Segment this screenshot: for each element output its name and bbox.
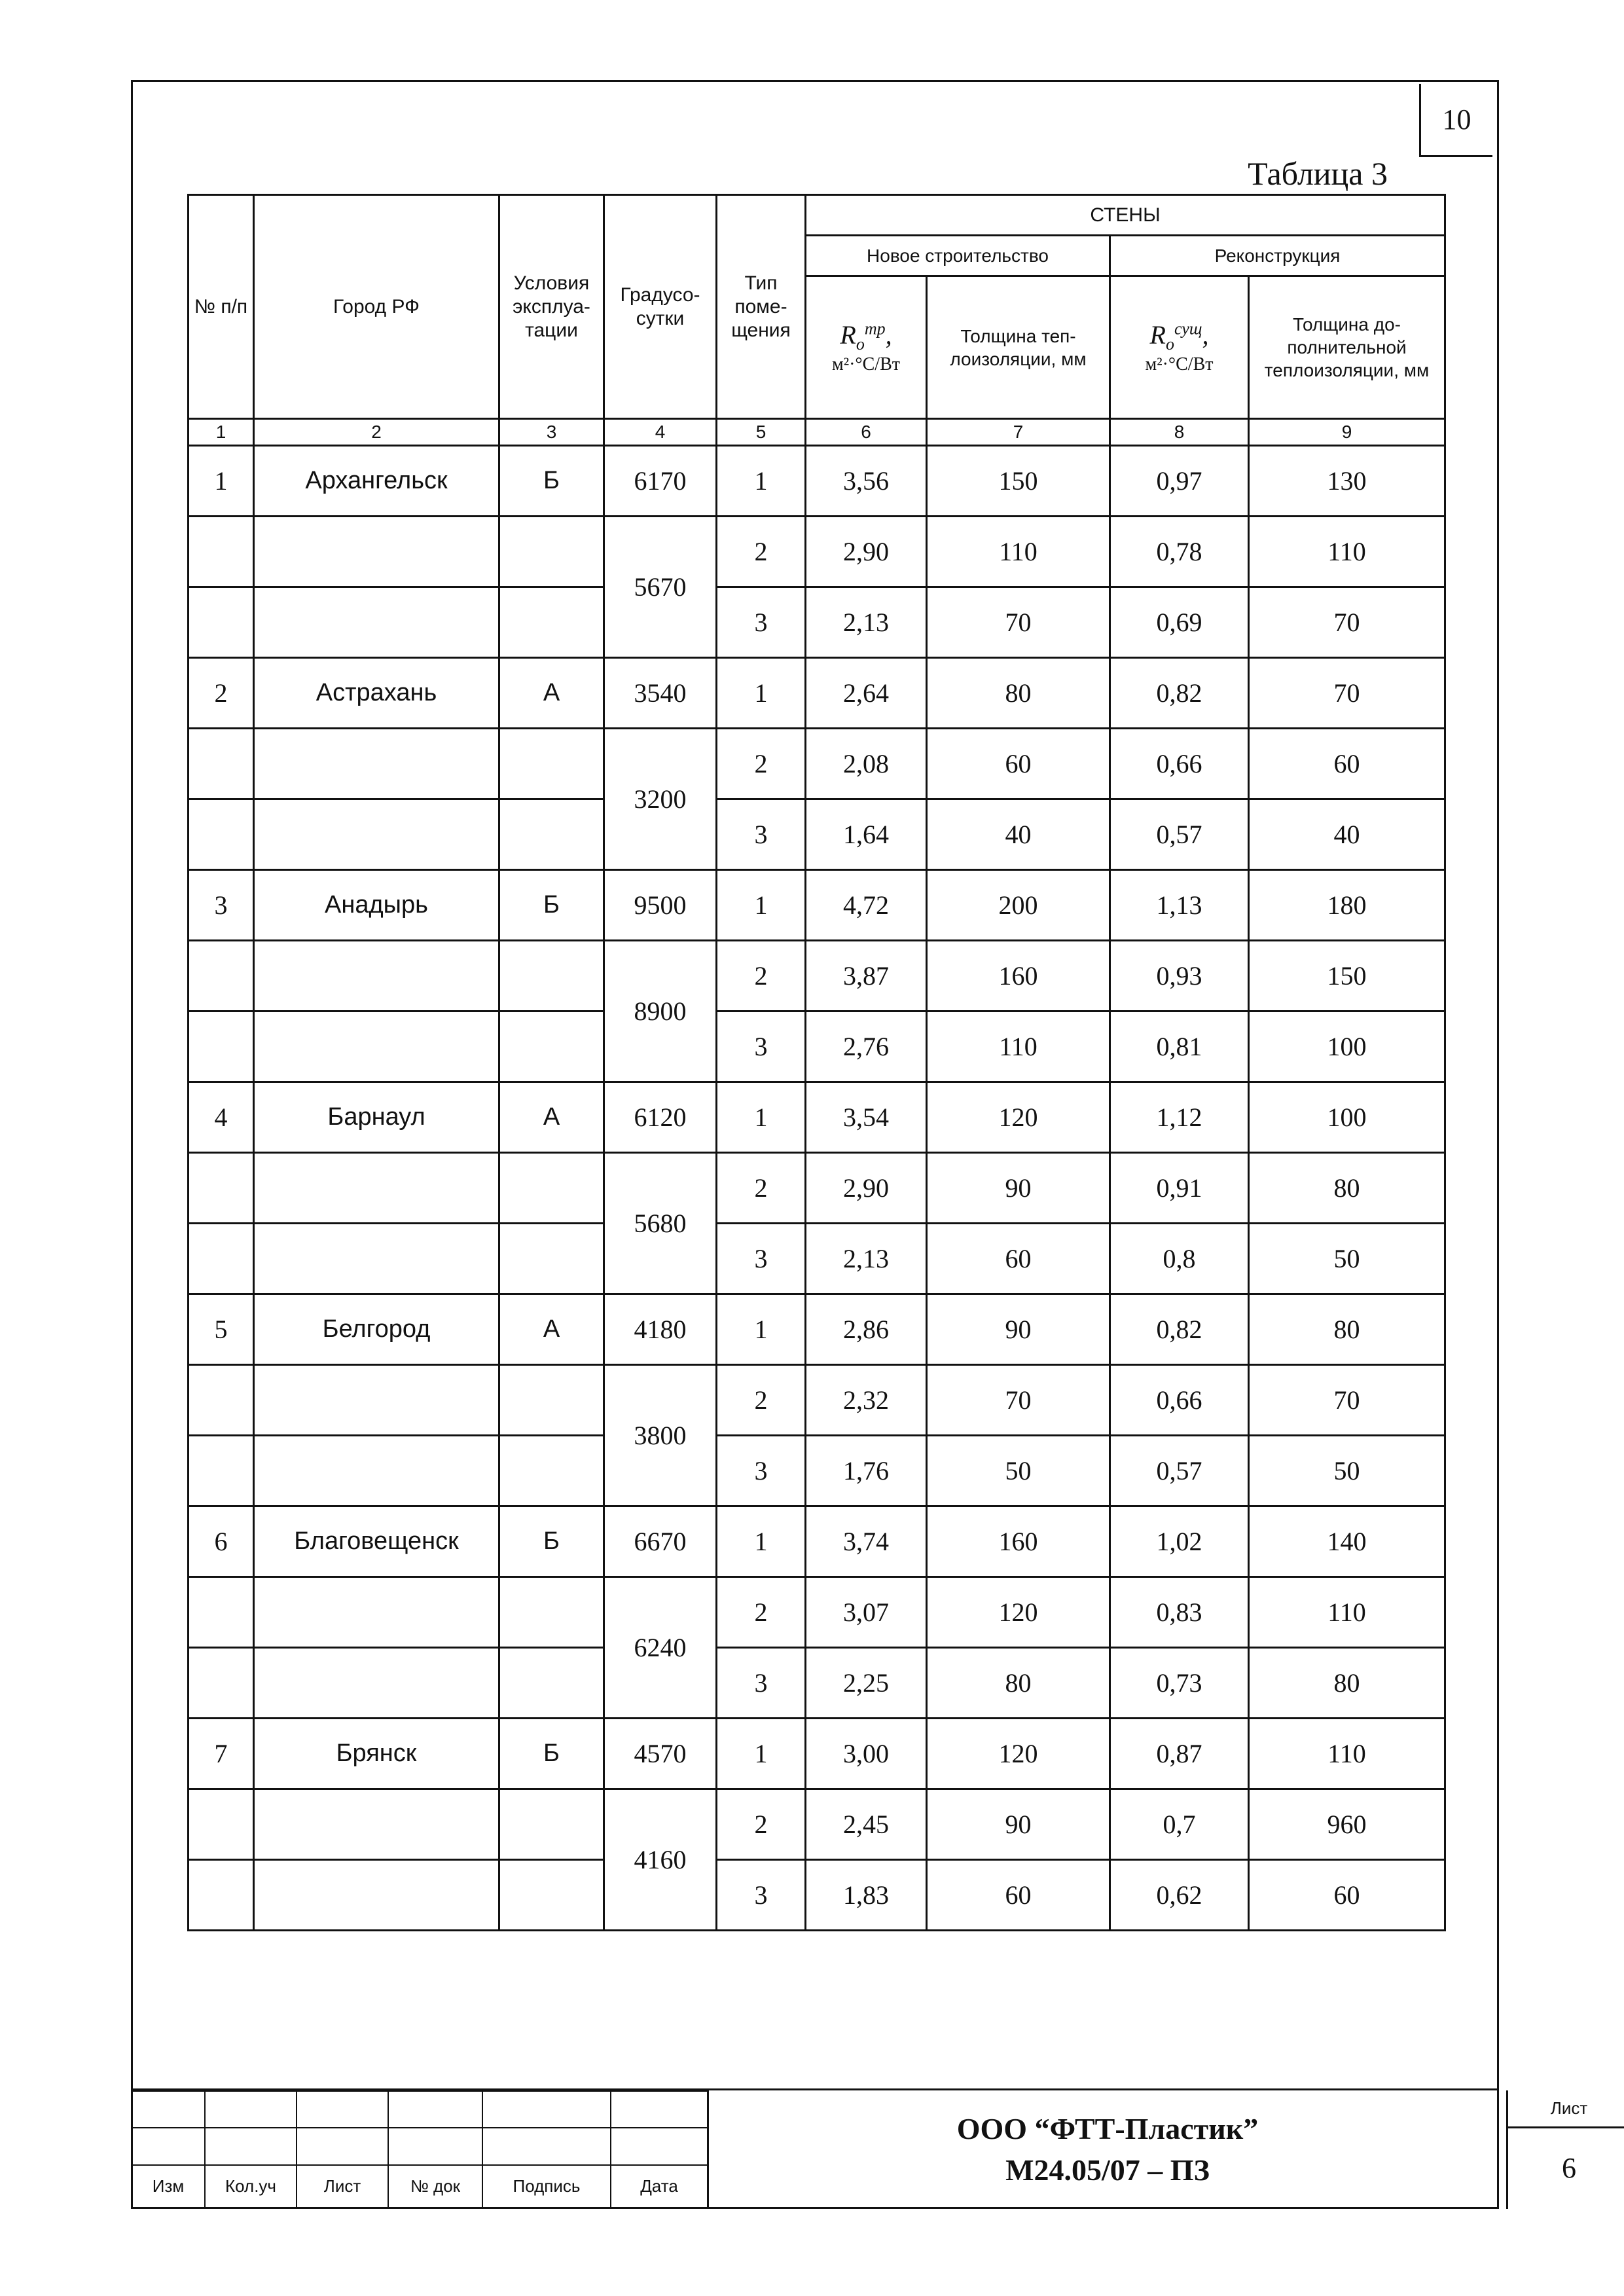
r-required-value: 3,54: [806, 1082, 927, 1153]
room-type: 3: [717, 1648, 806, 1719]
r-existing-value: 0,66: [1110, 729, 1249, 799]
table-row: [189, 517, 1445, 587]
r-existing-unit: м²·°С/Вт: [1145, 354, 1214, 375]
row-number: 2: [189, 658, 254, 729]
column-number: 9: [1249, 419, 1445, 446]
row-number-empty: [189, 1153, 254, 1224]
room-type: 2: [717, 517, 806, 587]
row-number-empty: [189, 1224, 254, 1294]
table-row: [189, 1506, 1445, 1577]
thickness-additional-value: 80: [1249, 1294, 1445, 1365]
r-required-value: 2,76: [806, 1011, 927, 1082]
conditions-empty: [499, 1224, 604, 1294]
r-required-value: 2,90: [806, 1153, 927, 1224]
table-row: [189, 1577, 1445, 1648]
room-type: 2: [717, 1789, 806, 1860]
thickness-new-value: 40: [927, 799, 1110, 870]
r-existing-value: 0,73: [1110, 1648, 1249, 1719]
degree-days: 8900: [604, 941, 717, 1082]
thickness-additional-value: 180: [1249, 870, 1445, 941]
thickness-new-value: 90: [927, 1153, 1110, 1224]
conditions-empty: [499, 1011, 604, 1082]
conditions: Б: [499, 446, 604, 517]
table-row: [189, 446, 1445, 517]
degree-days: 4180: [604, 1294, 717, 1365]
r-existing-value: 0,93: [1110, 941, 1249, 1011]
thickness-new-value: 120: [927, 1082, 1110, 1153]
city-name: Благовещенск: [254, 1506, 499, 1577]
label-sheet: Лист: [297, 2165, 388, 2208]
column-number: 2: [254, 419, 499, 446]
conditions-empty: [499, 587, 604, 658]
r-existing-value: 0,87: [1110, 1719, 1249, 1789]
degree-days: 3800: [604, 1365, 717, 1506]
r-existing-value: 0,57: [1110, 799, 1249, 870]
thickness-new-value: 160: [927, 1506, 1110, 1577]
table-row: [189, 587, 1445, 658]
r-existing-value: 0,97: [1110, 446, 1249, 517]
thickness-additional-value: 130: [1249, 446, 1445, 517]
r-existing-value: 0,82: [1110, 1294, 1249, 1365]
thickness-additional-value: 110: [1249, 517, 1445, 587]
header-city: Город РФ: [254, 195, 499, 419]
thickness-new-value: 60: [927, 1860, 1110, 1931]
row-number-empty: [189, 1789, 254, 1860]
city-name-empty: [254, 1648, 499, 1719]
row-number-empty: [189, 517, 254, 587]
degree-days: 6170: [604, 446, 717, 517]
column-number: 6: [806, 419, 927, 446]
thickness-new-value: 110: [927, 517, 1110, 587]
r-existing-value: 1,12: [1110, 1082, 1249, 1153]
degree-days: 3540: [604, 658, 717, 729]
row-number-empty: [189, 1860, 254, 1931]
room-type: 3: [717, 1224, 806, 1294]
thickness-new-value: 200: [927, 870, 1110, 941]
header-walls: СТЕНЫ: [806, 195, 1445, 236]
r-required-value: 2,64: [806, 658, 927, 729]
header-new-construction: Новое строительство: [806, 236, 1110, 276]
city-name-empty: [254, 799, 499, 870]
r-required-value: 2,25: [806, 1648, 927, 1719]
city-name-empty: [254, 941, 499, 1011]
row-number: 1: [189, 446, 254, 517]
label-qty: Кол.уч: [205, 2165, 297, 2208]
city-name: Барнаул: [254, 1082, 499, 1153]
conditions-empty: [499, 941, 604, 1011]
table-row: [189, 1365, 1445, 1436]
degree-days: 5680: [604, 1153, 717, 1294]
room-type: 2: [717, 1153, 806, 1224]
room-type: 1: [717, 1719, 806, 1789]
row-number-empty: [189, 1365, 254, 1436]
label-change: Изм: [132, 2165, 205, 2208]
room-type: 3: [717, 587, 806, 658]
city-name: Архангельск: [254, 446, 499, 517]
thickness-new-value: 70: [927, 587, 1110, 658]
thickness-additional-value: 960: [1249, 1789, 1445, 1860]
room-type: 3: [717, 1011, 806, 1082]
column-number: 4: [604, 419, 717, 446]
degree-days: 5670: [604, 517, 717, 658]
table-row: [189, 941, 1445, 1011]
thickness-additional-value: 140: [1249, 1506, 1445, 1577]
room-type: 2: [717, 1365, 806, 1436]
r-required-value: 2,45: [806, 1789, 927, 1860]
column-number-row: [189, 419, 1445, 446]
table-row: [189, 1436, 1445, 1506]
r-required-value: 2,32: [806, 1365, 927, 1436]
room-type: 1: [717, 1506, 806, 1577]
thickness-additional-value: 110: [1249, 1577, 1445, 1648]
room-type: 3: [717, 799, 806, 870]
thickness-additional-value: 80: [1249, 1648, 1445, 1719]
row-number: 7: [189, 1719, 254, 1789]
city-name: Анадырь: [254, 870, 499, 941]
revision-grid: [131, 2090, 708, 2209]
thickness-new-value: 90: [927, 1789, 1110, 1860]
document-code: М24.05/07 – ПЗ: [1005, 2153, 1210, 2187]
thickness-new-value: 160: [927, 941, 1110, 1011]
column-number: 1: [189, 419, 254, 446]
row-number-empty: [189, 799, 254, 870]
thickness-additional-value: 150: [1249, 941, 1445, 1011]
city-name-empty: [254, 1789, 499, 1860]
r-existing-value: 1,13: [1110, 870, 1249, 941]
room-type: 1: [717, 1294, 806, 1365]
row-number: 5: [189, 1294, 254, 1365]
thickness-additional-value: 40: [1249, 799, 1445, 870]
degree-days: 9500: [604, 870, 717, 941]
table-caption: Таблица 3: [1248, 155, 1388, 192]
thickness-additional-value: 100: [1249, 1011, 1445, 1082]
r-existing-value: 0,7: [1110, 1789, 1249, 1860]
title-block: [131, 2088, 1588, 2209]
thickness-new-value: 80: [927, 658, 1110, 729]
header-thickness-new: Толщина теп-лоизоляции, мм: [927, 276, 1110, 419]
city-name-empty: [254, 1011, 499, 1082]
conditions-empty: [499, 1365, 604, 1436]
r-existing-value: 0,8: [1110, 1224, 1249, 1294]
room-type: 3: [717, 1436, 806, 1506]
r-required-value: 3,74: [806, 1506, 927, 1577]
table-row: [189, 1011, 1445, 1082]
label-signature: Подпись: [482, 2165, 611, 2208]
thickness-additional-value: 80: [1249, 1153, 1445, 1224]
r-required-value: 2,13: [806, 587, 927, 658]
header-num: № п/п: [189, 195, 254, 419]
table-body: [189, 446, 1445, 1931]
conditions: А: [499, 658, 604, 729]
sheet-number: 6: [1562, 2151, 1576, 2184]
room-type: 1: [717, 1082, 806, 1153]
r-required-value: 3,87: [806, 941, 927, 1011]
city-name-empty: [254, 587, 499, 658]
conditions-empty: [499, 517, 604, 587]
thickness-additional-value: 110: [1249, 1719, 1445, 1789]
row-number-empty: [189, 1577, 254, 1648]
row-number: 6: [189, 1506, 254, 1577]
thickness-new-value: 50: [927, 1436, 1110, 1506]
page-number-top: 10: [1419, 84, 1492, 157]
r-required-value: 3,00: [806, 1719, 927, 1789]
header-thickness-additional: Толщина до-полнительной теплоизоляции, мм: [1249, 276, 1445, 419]
table-row: [189, 1789, 1445, 1860]
r-required-value: 2,90: [806, 517, 927, 587]
r-required-value: 1,83: [806, 1860, 927, 1931]
conditions-empty: [499, 1648, 604, 1719]
column-number: 3: [499, 419, 604, 446]
city-name-empty: [254, 517, 499, 587]
label-date: Дата: [611, 2165, 708, 2208]
degree-days: 6670: [604, 1506, 717, 1577]
thickness-additional-value: 60: [1249, 729, 1445, 799]
header-conditions: Условия эксплуа-тации: [499, 195, 604, 419]
r-existing-value: 0,66: [1110, 1365, 1249, 1436]
row-number-empty: [189, 587, 254, 658]
row-number-empty: [189, 1436, 254, 1506]
table-row: [189, 1224, 1445, 1294]
conditions-empty: [499, 1153, 604, 1224]
thickness-additional-value: 60: [1249, 1860, 1445, 1931]
city-name: Астрахань: [254, 658, 499, 729]
row-number-empty: [189, 941, 254, 1011]
row-number-empty: [189, 1648, 254, 1719]
column-number: 8: [1110, 419, 1249, 446]
table-row: [189, 870, 1445, 941]
thickness-new-value: 80: [927, 1648, 1110, 1719]
room-type: 2: [717, 1577, 806, 1648]
header-r-required: $R_o^{тр}$, м²·°С/Вт: [806, 276, 927, 419]
conditions-empty: [499, 1789, 604, 1860]
conditions-empty: [499, 729, 604, 799]
table-row: [189, 1719, 1445, 1789]
city-name: Брянск: [254, 1719, 499, 1789]
room-type: 1: [717, 870, 806, 941]
thickness-additional-value: 50: [1249, 1436, 1445, 1506]
column-number: 7: [927, 419, 1110, 446]
table-row: [189, 1648, 1445, 1719]
thickness-additional-value: 70: [1249, 658, 1445, 729]
row-number-empty: [189, 1011, 254, 1082]
city-name-empty: [254, 1365, 499, 1436]
column-number: 5: [717, 419, 806, 446]
conditions-empty: [499, 1436, 604, 1506]
r-required-value: 2,08: [806, 729, 927, 799]
r-required-value: 2,13: [806, 1224, 927, 1294]
conditions: А: [499, 1082, 604, 1153]
degree-days: 4160: [604, 1789, 717, 1931]
city-name-empty: [254, 1860, 499, 1931]
city-name-empty: [254, 1153, 499, 1224]
city-name-empty: [254, 1577, 499, 1648]
r-existing-value: 0,62: [1110, 1860, 1249, 1931]
r-existing-value: 0,57: [1110, 1436, 1249, 1506]
table-row: [189, 729, 1445, 799]
room-type: 1: [717, 658, 806, 729]
room-type: 3: [717, 1860, 806, 1931]
conditions: А: [499, 1294, 604, 1365]
r-existing-value: 0,83: [1110, 1577, 1249, 1648]
table-row: [189, 1294, 1445, 1365]
city-name-empty: [254, 1436, 499, 1506]
insulation-table: [187, 194, 1446, 1931]
table-row: [189, 658, 1445, 729]
r-required-unit: м²·°С/Вт: [831, 354, 900, 375]
thickness-new-value: 120: [927, 1719, 1110, 1789]
header-room-type: Тип поме-щения: [717, 195, 806, 419]
row-number: 3: [189, 870, 254, 941]
degree-days: 4570: [604, 1719, 717, 1789]
r-existing-value: 0,91: [1110, 1153, 1249, 1224]
sheet-label: Лист: [1508, 2090, 1624, 2128]
r-existing-value: 0,81: [1110, 1011, 1249, 1082]
thickness-new-value: 150: [927, 446, 1110, 517]
r-existing-value: 0,69: [1110, 587, 1249, 658]
conditions: Б: [499, 1506, 604, 1577]
conditions-empty: [499, 1577, 604, 1648]
r-required-value: 4,72: [806, 870, 927, 941]
title-block-center: [707, 2090, 1508, 2209]
r-required-value: 2,86: [806, 1294, 927, 1365]
city-name-empty: [254, 729, 499, 799]
thickness-additional-value: 70: [1249, 587, 1445, 658]
r-existing-value: 1,02: [1110, 1506, 1249, 1577]
thickness-additional-value: 70: [1249, 1365, 1445, 1436]
row-number-empty: [189, 729, 254, 799]
header-r-existing: $R_o^{сущ}$, м²·°С/Вт: [1110, 276, 1249, 419]
room-type: 2: [717, 941, 806, 1011]
thickness-new-value: 70: [927, 1365, 1110, 1436]
r-required-value: 1,76: [806, 1436, 927, 1506]
table-row: [189, 1082, 1445, 1153]
degree-days: 6120: [604, 1082, 717, 1153]
header-reconstruction: Реконструкция: [1110, 236, 1445, 276]
r-existing-value: 0,78: [1110, 517, 1249, 587]
company-name: ООО “ФТТ-Пластик”: [956, 2112, 1259, 2146]
thickness-additional-value: 50: [1249, 1224, 1445, 1294]
conditions-empty: [499, 799, 604, 870]
table-row: [189, 799, 1445, 870]
thickness-additional-value: 100: [1249, 1082, 1445, 1153]
room-type: 1: [717, 446, 806, 517]
thickness-new-value: 110: [927, 1011, 1110, 1082]
conditions: Б: [499, 870, 604, 941]
city-name: Белгород: [254, 1294, 499, 1365]
thickness-new-value: 90: [927, 1294, 1110, 1365]
degree-days: 6240: [604, 1577, 717, 1719]
r-required-value: 3,07: [806, 1577, 927, 1648]
room-type: 2: [717, 729, 806, 799]
table-row: [189, 1860, 1445, 1931]
degree-days: 3200: [604, 729, 717, 870]
r-required-value: 1,64: [806, 799, 927, 870]
thickness-new-value: 120: [927, 1577, 1110, 1648]
conditions: Б: [499, 1719, 604, 1789]
r-existing-value: 0,82: [1110, 658, 1249, 729]
row-number: 4: [189, 1082, 254, 1153]
r-required-value: 3,56: [806, 446, 927, 517]
city-name-empty: [254, 1224, 499, 1294]
thickness-new-value: 60: [927, 729, 1110, 799]
conditions-empty: [499, 1860, 604, 1931]
header-degree-days: Градусо-сутки: [604, 195, 717, 419]
label-doc-number: № док: [388, 2165, 482, 2208]
thickness-new-value: 60: [927, 1224, 1110, 1294]
table-row: [189, 1153, 1445, 1224]
sheet-box: [1508, 2090, 1624, 2209]
